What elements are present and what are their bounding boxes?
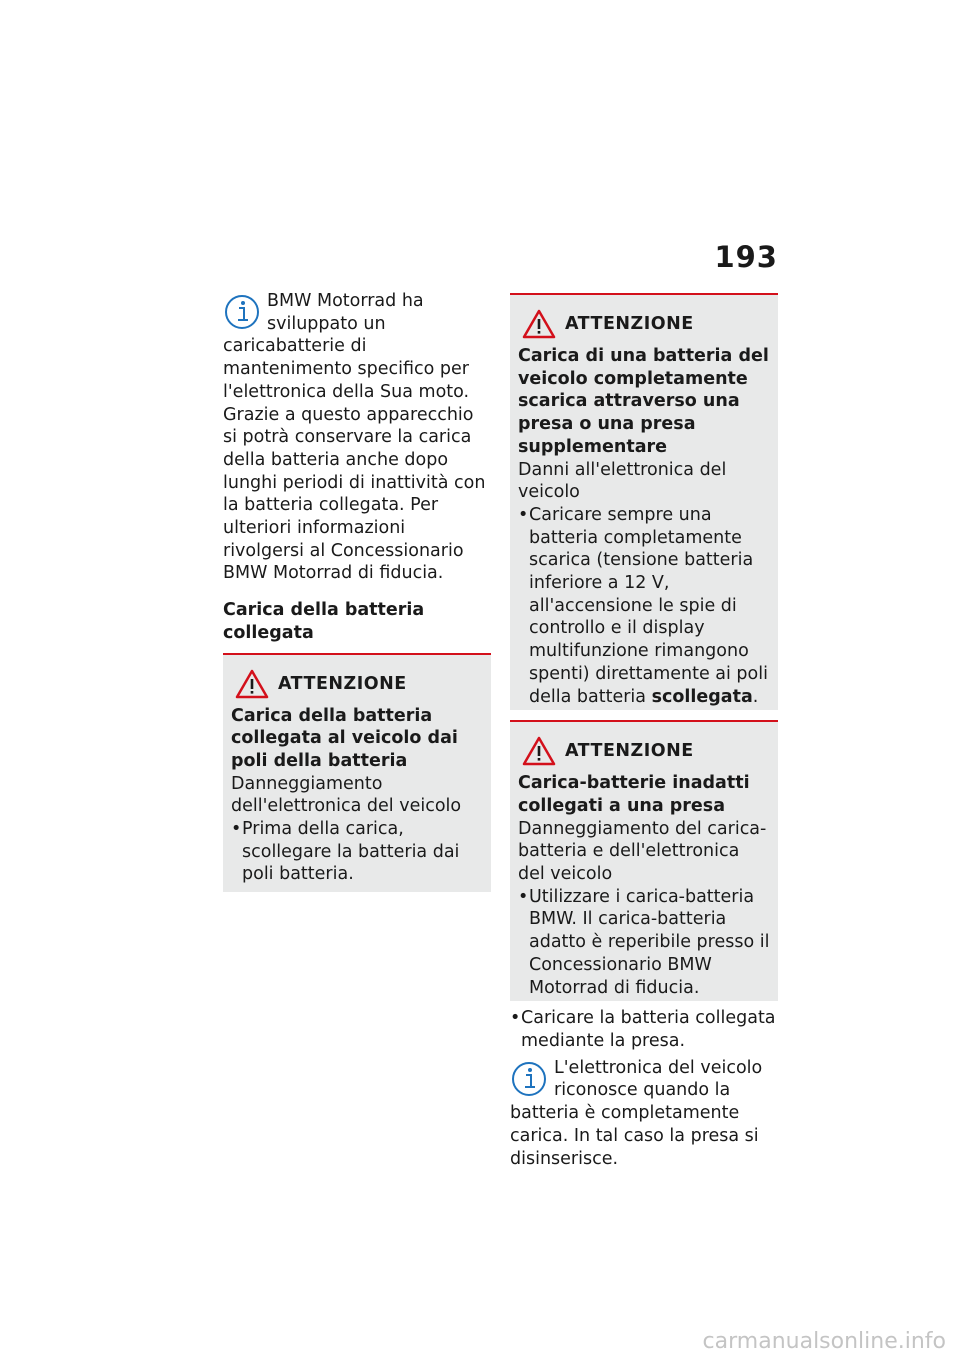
section-heading: Carica della batteria collegata	[223, 600, 425, 643]
warning-bullet	[518, 504, 770, 708]
left-column	[223, 290, 491, 892]
warning-label: ATTENZIONE	[565, 741, 694, 762]
bullet-text-main: Caricare sempre una batteria completamente scarica (tensione batteria inferiore a 12 V, all'accensione le spie di controllo e il display multifunzione rimangono spenti) direttamente ai poli della batteria	[529, 504, 768, 707]
warning-bullet	[518, 886, 770, 1000]
warning-label: ATTENZIONE	[278, 673, 407, 694]
info-note	[510, 1057, 778, 1171]
warning-triangle-icon	[522, 735, 556, 767]
step-text: • Caricare la batteria collegata mediante la presa.	[521, 1008, 776, 1051]
info-icon	[223, 291, 261, 331]
warning-bullet-text: • Utilizzare i carica-batteria BMW. Il carica-batteria adatto è reperibile presso il Concessionario BMW Motorrad di fiducia.	[529, 886, 770, 998]
warning-box-unsuitable-chargers	[510, 720, 778, 1001]
warning-box-discharged-battery	[510, 293, 778, 710]
warning-header	[518, 734, 770, 768]
info-note-text: BMW Motorrad ha sviluppato un caricabatterie di mantenimento specifico per l'elettronica della Sua moto. Grazie a questo apparecchio si potrà conservare la carica della batteria anche dopo lunghi periodi di inattività con la batteria collegata. Per ulteriori informazioni rivolgersi al Concessionario BMW Motorrad di fiducia.	[223, 291, 486, 584]
warning-bullet	[231, 818, 483, 886]
bullet-text-end: .	[752, 686, 759, 707]
step-bullet	[510, 1007, 778, 1052]
info-icon	[510, 1058, 548, 1098]
warning-title: Carica-batterie inadatti collegati a una presa	[518, 773, 750, 816]
warning-header	[231, 667, 483, 701]
warning-bullet-text: • Prima della carica, scollegare la batteria dai poli batteria.	[242, 819, 460, 885]
warning-title: Carica di una batteria del veicolo completamente scarica attraverso una presa o una presa supplementare	[518, 346, 769, 457]
info-note	[223, 290, 491, 585]
right-column	[510, 293, 778, 1170]
bullet-text-bold: scollegata	[651, 686, 753, 707]
warning-triangle-icon	[522, 308, 556, 340]
warning-header	[518, 307, 770, 341]
warning-consequence: Danneggiamento del carica-batteria e dell'elettronica del veicolo	[518, 818, 767, 885]
warning-consequence: Danneggiamento dell'elettronica del veicolo	[231, 773, 462, 817]
watermark: carmanualsonline.info	[702, 1329, 946, 1354]
warning-consequence: Danni all'elettronica del veicolo	[518, 459, 727, 503]
warning-box-battery-poles	[223, 653, 491, 893]
warning-title: Carica della batteria collegata al veicolo dai poli della batteria	[231, 705, 458, 771]
info-note-text: L'elettronica del veicolo riconosce quando la batteria è completamente carica. In tal caso la presa si disinserisce.	[510, 1057, 763, 1169]
page-number: 193	[714, 240, 778, 274]
warning-bullet-text	[529, 504, 770, 708]
warning-label: ATTENZIONE	[565, 314, 694, 334]
warning-triangle-icon	[235, 668, 269, 700]
